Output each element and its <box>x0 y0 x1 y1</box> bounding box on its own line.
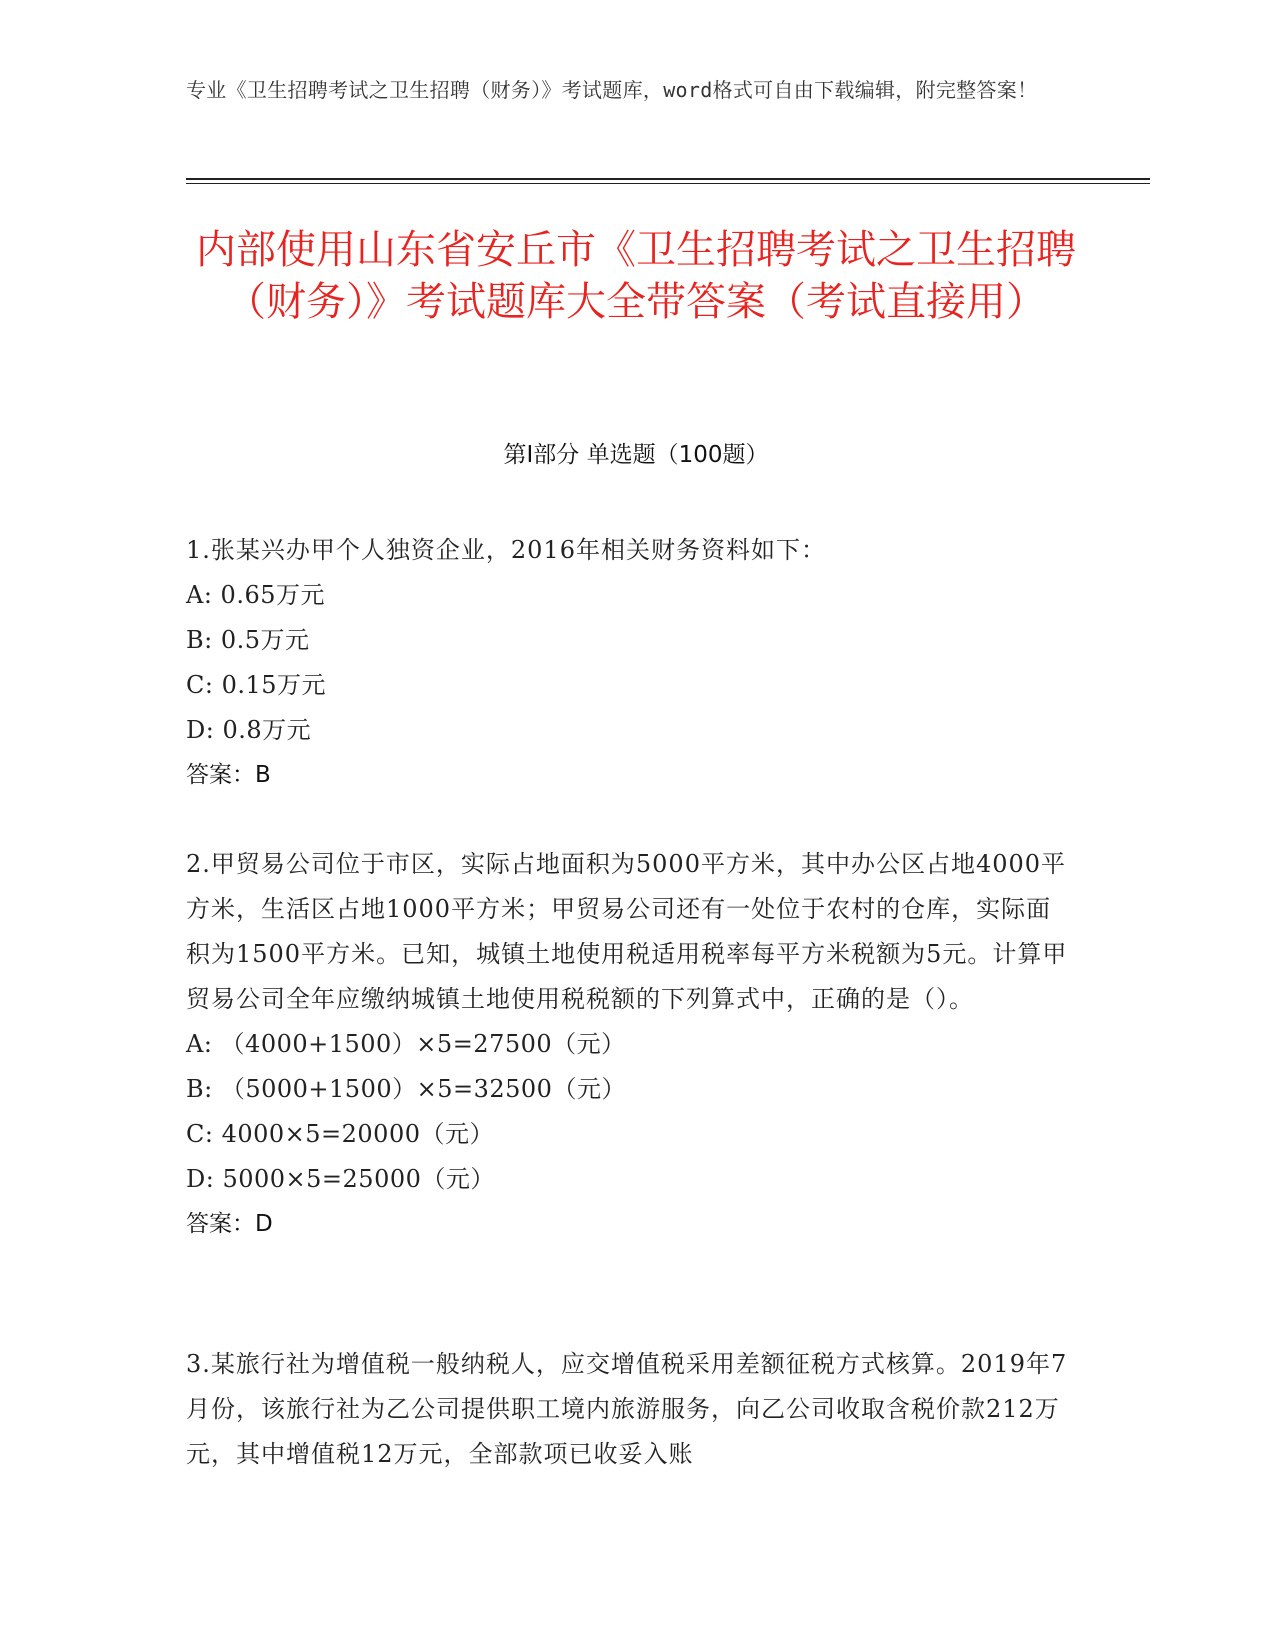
option-d: D: 0.8万元 <box>186 716 312 744</box>
option-a: A: 0.65万元 <box>186 581 325 609</box>
header-rule-thick <box>186 178 1150 180</box>
option-d: D: 5000×5=25000（元） <box>186 1165 495 1193</box>
question-stem: 2.甲贸易公司位于市区，实际占地面积为5000平方米，其中办公区占地4000平方米，生活区占地1000平方米；甲贸易公司还有一处位于农村的仓库，实际面积为1500平方米。已知，城镇土地使用税适用税率每平方米税额为5元。计算甲贸易公司全年应缴纳城镇土地使用税税额的下列算式中，正确的是（）。 <box>186 850 1068 1013</box>
question-stem: 3.某旅行社为增值税一般纳税人，应交增值税采用差额征税方式核算。2019年7月份，该旅行社为乙公司提供职工境内旅游服务，向乙公司收取含税价款212万元，其中增值税12万元，全部款项已收妥入账 <box>186 1350 1068 1468</box>
option-b: B: （5000+1500）×5=32500（元） <box>186 1075 626 1103</box>
question-block <box>186 1342 1076 1477</box>
document-title: 内部使用山东省安丘市《卫生招聘考试之卫生招聘（财务）》考试题库大全带答案（考试直接用） <box>196 227 1076 325</box>
question-block <box>186 842 1076 1247</box>
header-note: 专业《卫生招聘考试之卫生招聘（财务）》考试题库，word格式可自由下载编辑，附完整答案！ <box>186 78 1038 102</box>
header-rule-thin <box>186 183 1150 184</box>
question-stem: 1.张某兴办甲个人独资企业，2016年相关财务资料如下： <box>186 536 826 564</box>
question-block <box>186 528 1076 798</box>
option-c: C: 0.15万元 <box>186 671 327 699</box>
option-c: C: 4000×5=20000（元） <box>186 1120 494 1148</box>
option-b: B: 0.5万元 <box>186 626 310 654</box>
option-a: A: （4000+1500）×5=27500（元） <box>186 1030 626 1058</box>
answer-line: 答案：B <box>186 762 271 788</box>
answer-line: 答案：D <box>186 1211 273 1237</box>
section-title: 第Ⅰ部分 单选题（100题） <box>503 442 769 468</box>
